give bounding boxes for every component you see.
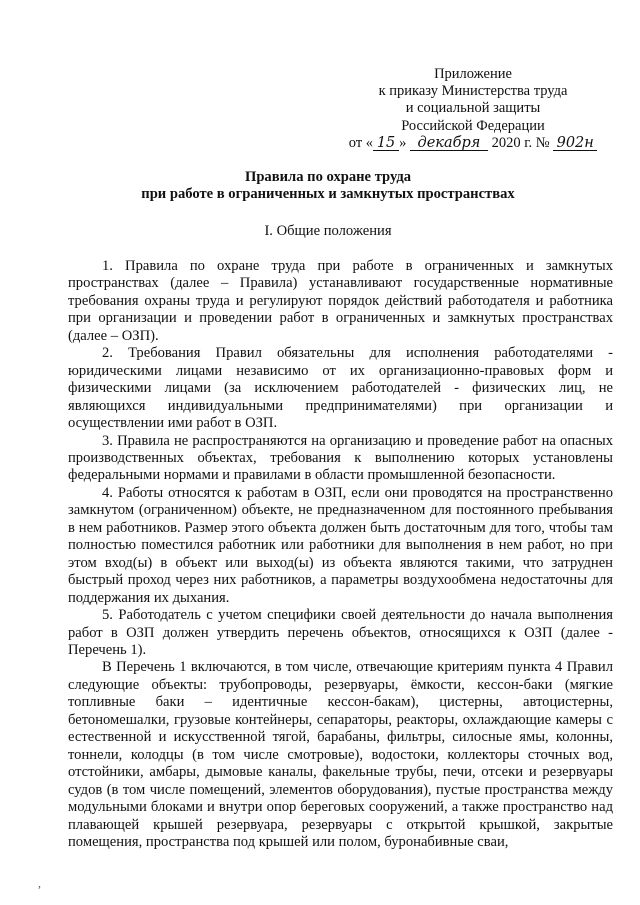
appendix-line: Российской Федерации	[401, 117, 545, 134]
scan-mark: ,	[38, 876, 41, 890]
title-line-2: при работе в ограниченных и замкнутых пространствах	[141, 186, 515, 203]
paragraph-1: 1. Правила по охране труда при работе в ограниченных и замкнутых пространствах (далее – Правила) устанавливают государственные нормативные требования охраны труда и регулируют порядок действий работодателя и работника при организации и проведении работ в ограниченных и замкнутых пространствах (далее – ОЗП).	[68, 258, 613, 344]
paragraph-2: 2. Требования Правил обязательны для исполнения работодателями - юридическими лицами независимо от их организационно-правовых форм и физическими лицами (за исключением работодателей - физических лиц, не являющихся индивидуальными предпринимателями) при организации и осуществлении ими работ в ОЗП.	[68, 345, 613, 432]
paragraph-6: В Перечень 1 включаются, в том числе, отвечающие критериям пункта 4 Правил следующие объекты: трубопроводы, резервуары, ёмкости, кессон-баки (мягкие топливные баки – идентичные кессон-бакам), цистерны, автоцистерны, бетономешалки, грузовые контейнеры, сепараторы, реакторы, охлаждающие камеры с естественной и искусственной тягой, барабаны, фильтры, силосные ямы, колонны, тоннели, колодцы (в том числе смотровые), водостоки, коллекторы сточных вод, отстойники, амбары, дымовые каналы, факельные трубы, печи, отсеки и резервуары судов (в том числе помещений, элементов оборудования), пустые пространства между модульными блоками и внутри опор береговых сооружений, а также пространство над плавающей крышей резервуара, резервуары с открытой крышкой, закрытые помещения, пространства под крышей или полом, буронабивные сваи,	[68, 659, 613, 850]
date-year: 2020 г. №	[491, 134, 550, 151]
handwritten-month: декабря	[410, 136, 488, 151]
title-line-1: Правила по охране труда	[244, 169, 412, 185]
handwritten-order-number: 902н	[553, 136, 597, 151]
date-prefix: от «	[348, 134, 374, 151]
appendix-line: Приложение	[434, 66, 512, 82]
paragraph-5: 5. Работодатель с учетом специфики своей деятельности до начала выполнения работ в ОЗП должен утвердить перечень объектов, относящихся к ОЗП (далее - Перечень 1).	[68, 607, 613, 658]
section-heading: I. Общие положения	[264, 223, 392, 239]
date-mid: »	[399, 134, 407, 151]
document-title	[30, 169, 626, 204]
paragraph-3: 3. Правила не распространяются на организацию и проведение работ на опасных производственных объектах, требования к выполнению которых установлены федеральными нормами и правилами в области промышленной безопасности.	[68, 432, 613, 484]
appendix-header	[330, 66, 616, 152]
document-body	[68, 258, 613, 851]
order-date-line	[330, 135, 616, 152]
appendix-line: к приказу Министерства труда	[378, 83, 568, 100]
paragraph-4: 4. Работы относятся к работам в ОЗП, если они проводятся на пространственно замкнутом (ограниченном) объекте, не предназначенном для постоянного пребывания в нем работников. Размер этого объекта должен быть достаточным для того, чтобы там полностью поместился работник или работники для выполнения в нем работ, но при этом вход(ы) в объект или выход(ы) из объекта являются такими, что затруднен быстрый проход через них работников, а параметры воздухообмена недостаточны для поддержания их дыхания.	[68, 484, 613, 606]
appendix-line: и социальной защиты	[405, 100, 541, 117]
handwritten-day: 15	[373, 136, 399, 151]
